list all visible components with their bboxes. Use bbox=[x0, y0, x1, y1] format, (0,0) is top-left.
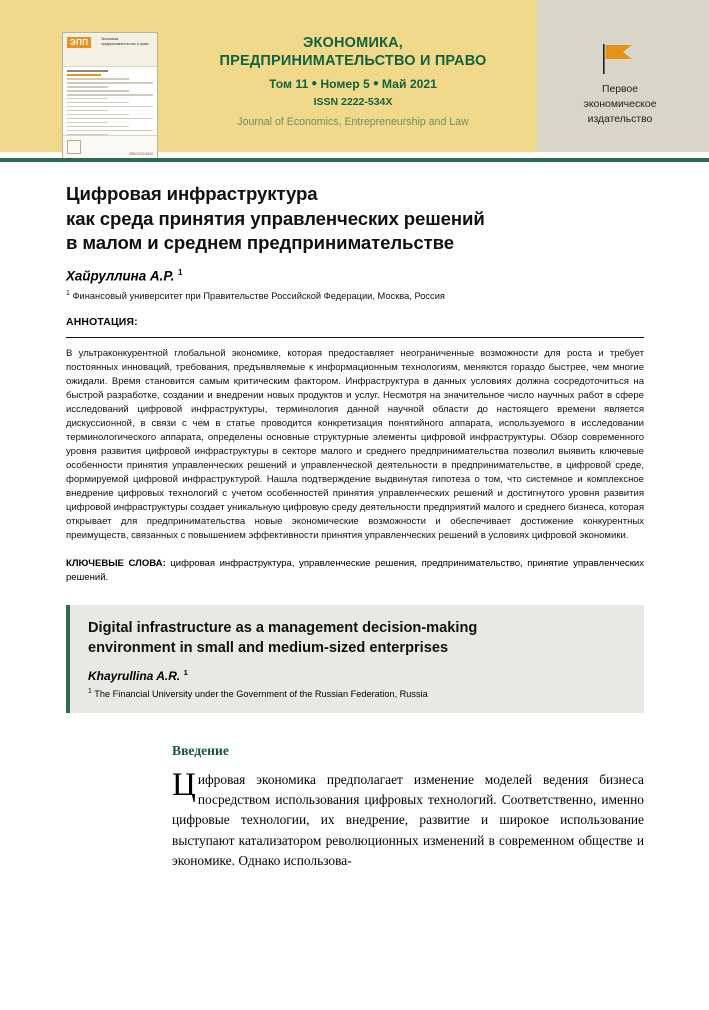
author-affiliation-marker: 1 bbox=[178, 268, 183, 278]
journal-title-line2: ПРЕДПРИНИМАТЕЛЬСТВО И ПРАВО bbox=[219, 53, 487, 70]
article-title-line3: в малом и среднем предпринимательстве bbox=[66, 232, 454, 254]
cover-logo-subtitle: Экономика, предпринимательство и право bbox=[101, 37, 149, 46]
introduction-paragraph bbox=[172, 766, 644, 872]
abstract-divider bbox=[66, 337, 644, 338]
cover-masthead bbox=[63, 33, 157, 67]
introduction-text: ифровая экономика предполагает изменение моделей ведения бизнеса посредством использования цифровых технологий. Соответственно, именно цифровые технологии, их внедрение, развитие и широкое использование выступают катализатором революционных изменений в современном обществе и экономике. Однако использова- bbox=[172, 771, 644, 869]
publisher-line-2: экономическое bbox=[583, 99, 657, 111]
affiliation-text: Финансовый университет при Правительстве Российской Федерации, Москва, Россия bbox=[69, 290, 445, 301]
english-authors bbox=[88, 668, 628, 683]
cover-logo: ЭПП bbox=[67, 37, 91, 48]
bullet-icon: ● bbox=[311, 78, 318, 90]
english-author-name: Khayrullina A.R. bbox=[88, 668, 184, 683]
journal-volume: Том 11 bbox=[269, 76, 309, 91]
author-name: Хайруллина А.Р. bbox=[66, 268, 179, 284]
cover-footer bbox=[63, 135, 157, 159]
introduction-dropcap: Ц bbox=[172, 766, 196, 803]
keywords-label: КЛЮЧЕВЫЕ СЛОВА: bbox=[66, 558, 166, 570]
english-affiliation-marker: 1 bbox=[88, 687, 92, 695]
journal-header-banner bbox=[0, 0, 709, 156]
header-green-divider bbox=[0, 158, 709, 162]
page-title bbox=[66, 182, 644, 256]
introduction-section bbox=[172, 743, 644, 872]
article-authors bbox=[66, 268, 644, 283]
flag-icon bbox=[602, 44, 638, 74]
keywords-text: цифровая инфраструктура, управленческие решения, предпринимательство, принятие управленческих решений. bbox=[66, 558, 644, 584]
abstract-text: В ультраконкурентной глобальной экономике, которая предоставляет неограниченные возможности для роста и требует постоянных инноваций, требования, предъявляемые к информационным технологиям, меняются гораздо быстрее, чем многие ожидали. Время становится самым критическим фактором. Инфраструктура в данных условиях должна сосредоточиться на быстрой разработке, создании и внедрении новых продуктов и услуг. Несмотря на значительное число научных работ в сфере исследований цифровой инфраструктуры, терминология данной научной области до настоящего времени является дискуссионной, в связи с чем в статье проводится конкретизация понятийного аппарата, используемого в исследовании терминологического аппарата, определены основные структурные элементы цифровой инфраструктуры. Обзор современного уровня развития цифровой инфраструктуры в секторе малого и среднего предпринимательства позволил выявить ключевые особенности принятия управленческих решений и управленческой деятельности в предпринимательстве, в цифровой среде, формируемой цифровой инфраструктурой. Нашла подтверждение выдвинутая гипотеза о том, что системное и комплексное внедрение цифровых технологий с учетом особенностей принятия управленческих решений и достигнутого уровня развития цифровой инфраструктуры создает уникальную цифровую среду деятельности предприятий малого и среднего бизнеса, которая открывает для предпринимательства новые экономические возможности и обеспечивает достижение конкурентных преимуществ, связанных с повышением эффективности принятия управленческих решений в условиях цифровой экономики. bbox=[66, 347, 644, 542]
english-author-affiliation-marker: 1 bbox=[183, 667, 188, 677]
journal-date: Май 2021 bbox=[381, 76, 437, 91]
journal-issn: ISSN 2222-534X bbox=[313, 95, 393, 108]
journal-number: Номер 5 bbox=[320, 76, 370, 91]
publisher-line-3: издательство bbox=[587, 114, 653, 126]
affiliation-marker: 1 bbox=[66, 289, 70, 297]
english-title-line2: environment in small and medium-sized enterprises bbox=[88, 639, 449, 656]
abstract-label: АННОТАЦИЯ: bbox=[66, 316, 138, 328]
cover-footer-text: ISSN 2222-534X bbox=[129, 152, 153, 156]
journal-title-line1: ЭКОНОМИКА, bbox=[302, 35, 404, 51]
english-abstract-block bbox=[66, 605, 644, 712]
cover-publisher-mark-icon bbox=[67, 140, 81, 154]
cover-contents-lines bbox=[63, 67, 157, 141]
article-affiliation bbox=[66, 290, 644, 301]
article-title-line1: Цифровая инфраструктура bbox=[66, 183, 318, 204]
header-left-strip bbox=[0, 0, 47, 152]
journal-masthead bbox=[172, 34, 534, 128]
bullet-icon: ● bbox=[372, 78, 379, 90]
article-content bbox=[66, 182, 644, 872]
publisher-block bbox=[539, 44, 701, 127]
article-title-line2: как среда принятия управленческих решений bbox=[66, 207, 485, 229]
publisher-line-1: Первое bbox=[602, 84, 638, 95]
english-title-line1: Digital infrastructure as a management decision-making bbox=[88, 620, 478, 637]
keywords-block bbox=[66, 557, 644, 585]
english-affiliation-text: The Financial University under the Government of the Russian Federation, Russia bbox=[91, 688, 428, 699]
journal-issue-line bbox=[172, 77, 534, 91]
introduction-heading: Введение bbox=[172, 742, 229, 758]
journal-cover-thumbnail bbox=[62, 32, 158, 160]
journal-title-english: Journal of Economics, Entrepreneurship and Law bbox=[237, 115, 469, 128]
english-affiliation bbox=[88, 688, 628, 699]
english-title bbox=[88, 619, 628, 658]
